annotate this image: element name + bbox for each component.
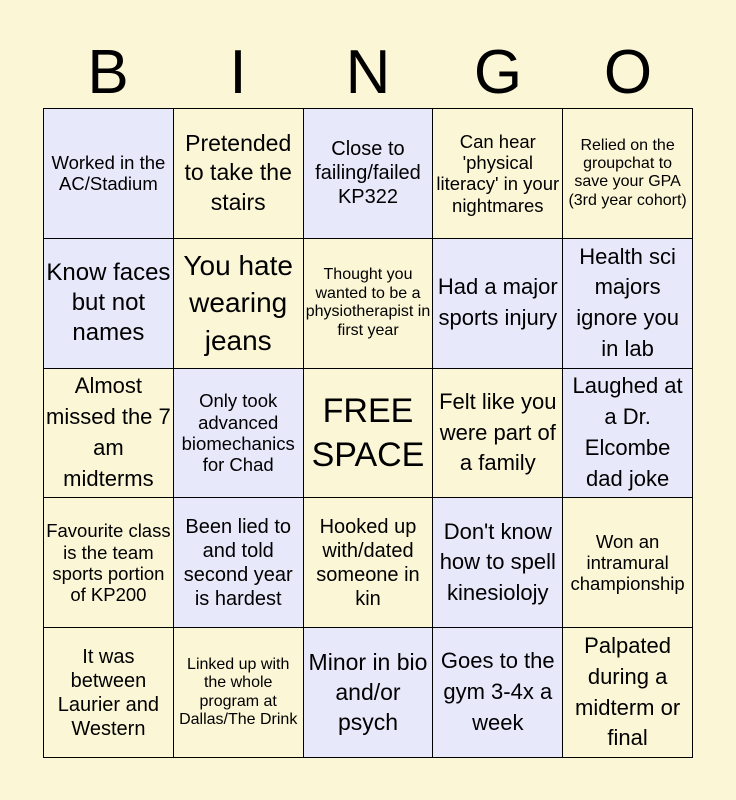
bingo-cell-3-2[interactable]: Only took advanced biomechanics for Chad [174, 369, 304, 499]
bingo-cell-1-2[interactable]: Pretended to take the stairs [174, 109, 304, 239]
bingo-cell-4-4[interactable]: Don't know how to spell kinesiolojy [433, 498, 563, 628]
bingo-cell-4-2[interactable]: Been lied to and told second year is hardest [174, 498, 304, 628]
bingo-header [43, 38, 693, 108]
bingo-cell-1-3[interactable]: Close to failing/failed KP322 [304, 109, 434, 239]
bingo-cell-3-4[interactable]: Felt like you were part of a family [433, 369, 563, 499]
header-letter-g: G [473, 38, 523, 107]
header-letter-b: B [87, 38, 129, 107]
bingo-cell-4-1[interactable]: Favourite class is the team sports portion of KP200 [44, 498, 174, 628]
bingo-cell-5-3[interactable]: Minor in bio and/or psych [304, 628, 434, 758]
header-letter-o: O [603, 38, 653, 107]
bingo-cell-5-5[interactable]: Palpated during a midterm or final [563, 628, 693, 758]
bingo-cell-5-1[interactable]: It was between Laurier and Western [44, 628, 174, 758]
bingo-cell-3-1[interactable]: Almost missed the 7 am midterms [44, 369, 174, 499]
bingo-cell-2-3[interactable]: Thought you wanted to be a physiotherapist in first year [304, 239, 434, 369]
bingo-cell-5-4[interactable]: Goes to the gym 3-4x a week [433, 628, 563, 758]
header-letter-n: N [345, 38, 391, 107]
bingo-card [43, 108, 693, 758]
bingo-cell-1-4[interactable]: Can hear 'physical literacy' in your nightmares [433, 109, 563, 239]
bingo-cell-2-4[interactable]: Had a major sports injury [433, 239, 563, 369]
bingo-cell-2-1[interactable]: Know faces but not names [44, 239, 174, 369]
bingo-cell-2-5[interactable]: Health sci majors ignore you in lab [563, 239, 693, 369]
free-space-cell[interactable]: FREE SPACE [304, 369, 434, 499]
bingo-cell-1-5[interactable]: Relied on the groupchat to save your GPA (3rd year cohort) [563, 109, 693, 239]
bingo-cell-2-2[interactable]: You hate wearing jeans [174, 239, 304, 369]
bingo-cell-4-5[interactable]: Won an intramural championship [563, 498, 693, 628]
bingo-cell-3-5[interactable]: Laughed at a Dr. Elcombe dad joke [563, 369, 693, 499]
bingo-cell-4-3[interactable]: Hooked up with/dated someone in kin [304, 498, 434, 628]
bingo-cell-1-1[interactable]: Worked in the AC/Stadium [44, 109, 174, 239]
bingo-cell-5-2[interactable]: Linked up with the whole program at Dallas/The Drink [174, 628, 304, 758]
header-letter-i: I [229, 38, 247, 107]
